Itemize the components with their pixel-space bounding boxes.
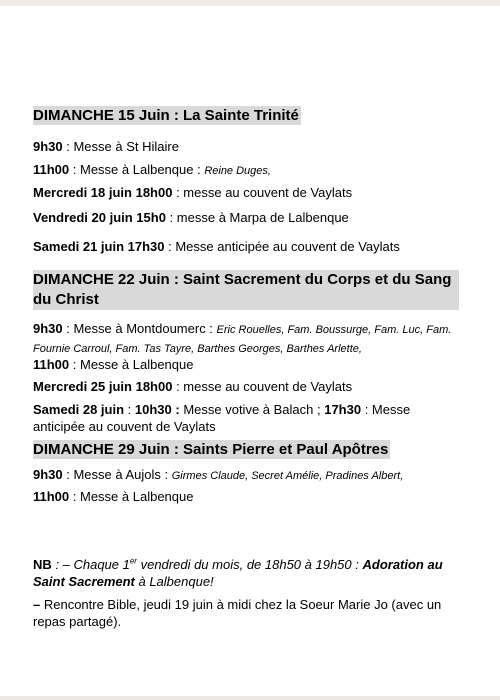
event-text: : Messe anticipée au couvent de Vaylats <box>164 239 400 254</box>
event-text: : Messe à St Hilaire <box>62 139 179 154</box>
event-text: : Messe à Lalbenque <box>69 489 194 504</box>
schedule-line <box>33 466 403 485</box>
time-label: 11h00 <box>33 162 70 177</box>
time-label: Vendredi 20 juin 15h0 <box>33 210 166 225</box>
nb-text: à Lalbenque! <box>134 574 214 589</box>
nb-text: Chaque 1 <box>73 557 130 572</box>
schedule-line <box>33 184 352 201</box>
nb-separator: : – <box>51 557 74 572</box>
time-label: 17h30 <box>324 402 362 417</box>
time-label: 11h00 <box>33 357 70 372</box>
time-label: 9h30 <box>33 139 63 154</box>
event-text: : messe à Marpa de Lalbenque <box>165 210 349 225</box>
intention-names: Reine Duges, <box>204 165 271 177</box>
schedule-line <box>33 320 457 358</box>
top-border <box>0 0 500 6</box>
rencontre-text: Rencontre Bible, jeudi 19 juin à midi chez la Soeur Marie Jo (avec un repas partagé). <box>33 597 442 629</box>
time-label: Mercredi 25 juin 18h00 <box>33 379 173 394</box>
rencontre-note <box>33 596 457 630</box>
nb-adoration: Adoration au Saint Sacrement <box>33 557 443 589</box>
event-text: : Messe à Lalbenque : <box>69 162 205 177</box>
time-label: 11h00 <box>33 489 70 504</box>
nb-note <box>33 556 457 590</box>
section-heading-15-juin <box>33 106 301 125</box>
time-label: 10h30 : <box>134 402 180 417</box>
schedule-line <box>33 488 193 505</box>
schedule-line <box>33 238 400 255</box>
heading-text: DIMANCHE 15 Juin : La Sainte Trinité <box>33 107 299 124</box>
time-label: Samedi 21 juin 17h30 <box>33 239 165 254</box>
bottom-border <box>0 696 500 700</box>
schedule-line <box>33 161 271 180</box>
event-text: Messe votive à Balach ; <box>179 402 325 417</box>
time-label: Mercredi 18 juin 18h00 <box>33 185 173 200</box>
event-text: : Messe anticipée au couvent de Vaylats <box>33 402 411 434</box>
nb-label: NB <box>33 557 52 572</box>
schedule-line <box>33 356 193 373</box>
nb-text: vendredi du mois, de 18h50 à 19h50 : <box>136 557 363 572</box>
intention-names: Eric Rouelles, Fam. Boussurge, Fam. Luc, Fam. Fournie Carroul, Fam. Tas Tayre, Barthes Georges, Barthes Arlette, <box>33 324 452 355</box>
date-label: Samedi 28 juin <box>33 402 125 417</box>
event-text: : messe au couvent de Vaylats <box>172 379 353 394</box>
nb-superscript: er <box>129 556 137 566</box>
schedule-line <box>33 378 352 395</box>
section-heading-29-juin <box>33 440 390 459</box>
separator: : <box>124 402 135 417</box>
schedule-line <box>33 401 457 435</box>
section-heading-22-juin <box>33 270 459 310</box>
intention-names: Girmes Claude, Secret Amélie, Pradines Albert, <box>171 470 404 482</box>
dash: – <box>33 597 41 612</box>
event-text: : Messe à Montdoumerc : <box>62 321 217 336</box>
event-text: : Messe à Aujols : <box>62 467 172 482</box>
heading-text: DIMANCHE 22 Juin : Saint Sacrement du Corps et du Sang du Christ <box>33 270 459 310</box>
event-text: : Messe à Lalbenque <box>69 357 194 372</box>
time-label: 9h30 <box>33 467 63 482</box>
schedule-line <box>33 209 349 226</box>
time-label: 9h30 <box>33 321 63 336</box>
schedule-line <box>33 138 179 155</box>
heading-text: DIMANCHE 29 Juin : Saints Pierre et Paul Apôtres <box>33 441 389 458</box>
event-text: : messe au couvent de Vaylats <box>172 185 353 200</box>
